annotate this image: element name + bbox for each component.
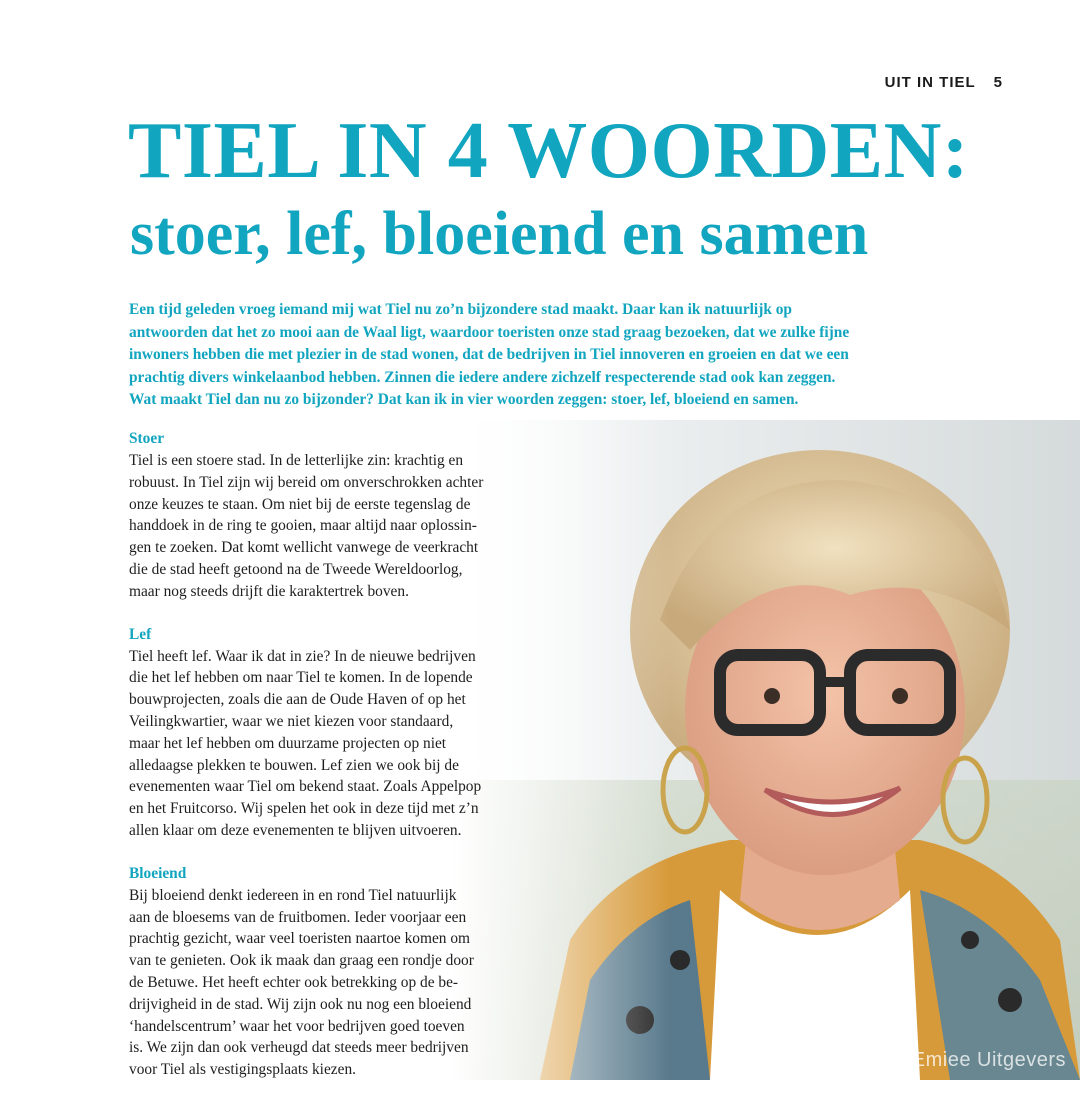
body-line: prachtig gezicht, waar veel toeristen naartoe komen om — [129, 930, 471, 948]
body-line: de Betuwe. Het heeft echter ook betrekking op de be- — [129, 973, 459, 991]
section-heading: Bloeiend — [129, 864, 187, 882]
intro-line: Wat maakt Tiel dan nu zo bijzonder? Dat kan ik in vier woorden zeggen: stoer, lef, bloeiend en samen. — [129, 391, 799, 409]
publisher-watermark: Emiee Uitgevers — [911, 1049, 1066, 1071]
body-line: voor Tiel als vestigingsplaats kiezen. — [129, 1061, 356, 1079]
page-title: TIEL IN 4 WOORDEN: — [128, 107, 970, 195]
page-subtitle: stoer, lef, bloeiend en samen — [130, 200, 869, 268]
body-line: bouwprojecten, zoals die aan de Oude Haven of op het — [129, 691, 466, 709]
body-line: gen te zoeken. Dat komt wellicht vanwege de veerkracht — [129, 539, 479, 557]
body-line: is. We zijn dan ook verheugd dat steeds meer bedrijven — [129, 1039, 469, 1057]
intro-line: prachtig divers winkelaanbod hebben. Zinnen die iedere andere zichzelf respecterende stad ook kan zeggen. — [129, 368, 836, 386]
body-line: Bij bloeiend denkt iedereen in en rond Tiel natuurlijk — [129, 886, 457, 904]
section-heading: Stoer — [129, 430, 165, 447]
body-line: ‘handelscentrum’ waar het voor bedrijven goed toeven — [129, 1017, 465, 1035]
body-line: evenementen waar Tiel om bekend staat. Zoals Appelpop — [129, 778, 482, 796]
body-line: en het Fruitcorso. Wij spelen het ook in deze tijd met z’n — [129, 800, 479, 818]
section-name: UIT IN TIEL — [884, 74, 976, 91]
body-line: onze keuzes te staan. Om niet bij de eerste tegenslag de — [129, 495, 471, 513]
body-line: die de stad heeft getoond na de Tweede Wereldoorlog, — [129, 560, 463, 578]
page-number: 5 — [993, 74, 1003, 91]
section-lef — [129, 624, 529, 842]
body-line: robuust. In Tiel zijn wij bereid om onverschrokken achter — [129, 473, 484, 491]
body-line: maar het lef hebben om duurzame projecten op niet — [129, 734, 447, 752]
intro-line: Een tijd geleden vroeg iemand mij wat Tiel nu zo’n bijzondere stad maakt. Daar kan ik natuurlijk op — [129, 301, 792, 318]
intro-line: inwoners hebben die met plezier in de stad wonen, dat de bedrijven in Tiel innoveren en groeien en dat we een — [129, 346, 849, 364]
body-line: handdoek in de ring te gooien, maar altijd naar oplossin- — [129, 517, 477, 535]
intro-line: antwoorden dat het zo mooi aan de Waal ligt, waardoor toeristen onze stad graag bezoeken, dat we zulke fijne — [129, 323, 850, 341]
body-line: maar nog steeds drijft die karaktertrek boven. — [129, 582, 409, 600]
intro-paragraph — [129, 299, 919, 412]
running-header — [885, 74, 1003, 91]
body-line: die het lef hebben om naar Tiel te komen. In de lopende — [129, 669, 473, 687]
article-body — [129, 428, 529, 1102]
body-line: van te genieten. Ook ik maak dan graag een rondje door — [129, 952, 474, 970]
body-line: aan de bloesems van de fruitbomen. Ieder voorjaar een — [129, 908, 467, 926]
body-line: allen klaar om deze evenementen te blijven uitvoeren. — [129, 821, 462, 839]
body-line: drijvigheid in de stad. Wij zijn ook nu nog een bloeiend — [129, 995, 472, 1013]
body-line: Veilingkwartier, waar we niet kiezen voor standaard, — [129, 712, 454, 730]
section-stoer — [129, 428, 529, 603]
portrait-photo — [450, 420, 1080, 1080]
body-line: alledaagse plekken te bouwen. Lef zien we ook bij de — [129, 756, 459, 774]
section-bloeiend — [129, 863, 529, 1081]
body-line: Tiel is een stoere stad. In de letterlijke zin: krachtig en — [129, 452, 464, 469]
body-line: Tiel heeft lef. Waar ik dat in zie? In de nieuwe bedrijven — [129, 647, 476, 665]
section-heading: Lef — [129, 625, 152, 643]
